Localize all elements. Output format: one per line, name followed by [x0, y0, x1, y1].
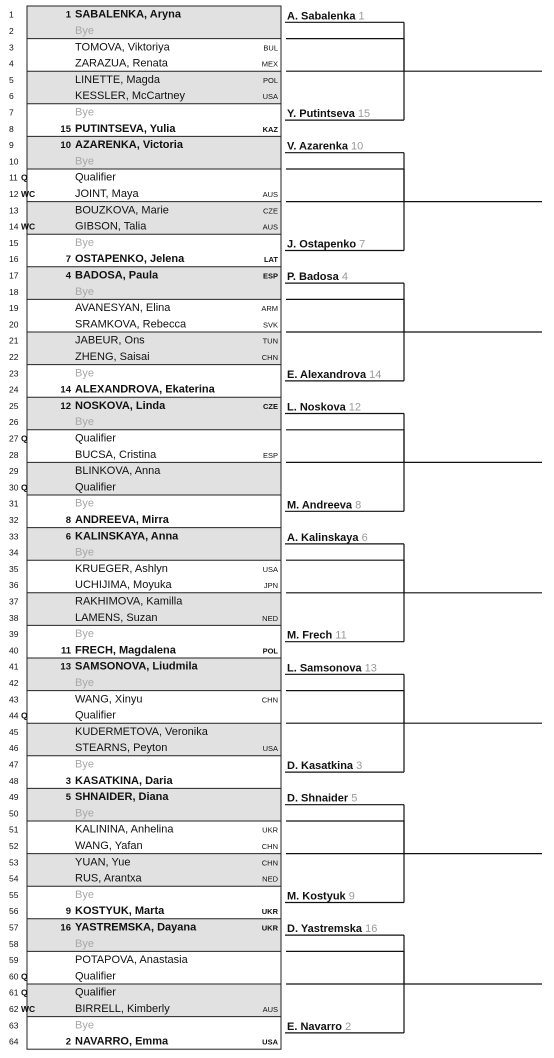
bye-slot: Bye — [75, 807, 94, 820]
player-row[interactable] — [9, 302, 278, 314]
player-name: JOINT, Maya — [75, 187, 139, 200]
player-row[interactable] — [9, 840, 278, 852]
match-bracket — [286, 691, 404, 724]
winner-seed: 10 — [351, 140, 364, 153]
winner-name: D. Yastremska 16 — [287, 923, 378, 936]
player-name: FRECH, Magdalena — [75, 644, 176, 657]
draw-position: 27 — [9, 433, 19, 444]
player-row[interactable] — [9, 710, 116, 722]
player-country: USA — [262, 1037, 278, 1047]
draw-position: 49 — [9, 792, 19, 803]
winner-seed: 8 — [355, 499, 362, 512]
player-name: BADOSA, Paula — [75, 269, 159, 282]
match-bracket — [286, 299, 404, 332]
draw-position: 13 — [9, 205, 19, 216]
draw-position: 56 — [9, 906, 19, 917]
winner-name: E. Alexandrova 14 — [287, 368, 382, 381]
draw-position: 32 — [9, 514, 19, 525]
player-seed: 3 — [65, 775, 71, 787]
player-name: LINETTE, Magda — [75, 73, 160, 86]
player-country: USA — [262, 92, 278, 102]
player-seed: 8 — [65, 514, 71, 526]
bye-slot: Bye — [75, 676, 94, 689]
player-country: KAZ — [262, 124, 278, 134]
player-country: AUS — [262, 189, 278, 199]
player-name: POTAPOVA, Anastasia — [75, 954, 188, 967]
match-bracket — [286, 821, 404, 854]
winner-name: L. Noskova 12 — [287, 401, 361, 414]
draw-position: 43 — [9, 694, 19, 705]
winner-seed: 3 — [356, 760, 363, 773]
draw-position: 48 — [9, 775, 19, 786]
winner-seed: 11 — [335, 629, 347, 642]
bye-slot: Bye — [75, 416, 94, 429]
shaded-block — [27, 854, 281, 887]
winner-seed: 16 — [365, 923, 378, 936]
player-seed: 1 — [65, 9, 71, 21]
match-bracket — [286, 951, 404, 984]
player-country: CZE — [263, 401, 278, 411]
draw-position: 41 — [9, 661, 19, 672]
entry-status: Q — [21, 482, 28, 493]
draw-position: 28 — [9, 449, 19, 460]
entry-status: WC — [21, 221, 36, 232]
player-seed: 15 — [60, 123, 71, 135]
entry-status: Q — [21, 433, 28, 444]
player-seed: 5 — [65, 792, 71, 804]
player-country: MEX — [261, 59, 278, 69]
second-round — [285, 10, 542, 1033]
bye-slot: Bye — [75, 888, 94, 901]
match-bracket — [286, 39, 404, 72]
player-country: UKR — [262, 825, 278, 835]
player-country: AUS — [262, 1004, 278, 1014]
player-row[interactable] — [9, 644, 278, 656]
player-country: CHN — [261, 841, 278, 851]
draw-position: 25 — [9, 400, 19, 411]
player-row[interactable] — [9, 889, 94, 901]
bye-slot: Bye — [75, 758, 94, 771]
player-name: BUCSA, Cristina — [75, 448, 157, 461]
draw-position: 1 — [9, 9, 14, 20]
player-name: BIRRELL, Kimberly — [75, 1002, 170, 1015]
player-row[interactable] — [9, 905, 279, 917]
player-country: POL — [262, 75, 278, 85]
player-name: KOSTYUK, Marta — [75, 905, 165, 918]
bye-slot: Bye — [75, 1019, 94, 1032]
player-name: KASATKINA, Daria — [75, 774, 173, 787]
player-row[interactable] — [9, 253, 278, 265]
player-name: Qualifier — [75, 709, 116, 722]
player-row[interactable] — [9, 1019, 94, 1031]
entry-status: WC — [21, 188, 36, 199]
player-name: NOSKOVA, Linda — [75, 399, 166, 412]
draw-position: 55 — [9, 889, 19, 900]
match-bracket — [286, 560, 404, 593]
player-row[interactable] — [9, 1036, 279, 1048]
draw-position: 35 — [9, 563, 19, 574]
winner-name: A. Sabalenka 1 — [287, 10, 365, 23]
draw-position: 39 — [9, 629, 19, 640]
player-seed: 11 — [60, 645, 71, 657]
winner-name: E. Navarro 2 — [287, 1020, 352, 1033]
player-row[interactable] — [9, 188, 278, 200]
player-country: ESP — [262, 271, 278, 281]
player-name: TOMOVA, Viktoriya — [75, 41, 170, 54]
player-country: BUL — [263, 43, 278, 53]
player-name: ZARAZUA, Renata — [75, 57, 168, 70]
player-name: WANG, Yafan — [75, 839, 143, 852]
player-country: JPN — [263, 581, 278, 591]
player-name: Qualifier — [75, 986, 116, 999]
player-seed: 13 — [60, 661, 71, 673]
draw-position: 31 — [9, 498, 19, 509]
winner-name: M. Frech 11 — [287, 629, 347, 642]
draw-position: 21 — [9, 335, 19, 346]
draw-position: 7 — [9, 107, 14, 118]
draw-position: 34 — [9, 547, 19, 558]
draw-position: 42 — [9, 677, 19, 688]
entry-status: Q — [21, 971, 28, 982]
bye-slot: Bye — [75, 236, 94, 249]
player-row[interactable] — [9, 954, 189, 966]
player-name: GIBSON, Talia — [75, 220, 147, 233]
player-name: ZHENG, Saisai — [75, 350, 150, 363]
draw-position: 20 — [9, 319, 19, 330]
player-name: SHNAIDER, Diana — [75, 791, 169, 804]
player-seed: 16 — [60, 922, 71, 934]
winner-name: J. Ostapenko 7 — [287, 238, 366, 251]
bye-slot: Bye — [75, 497, 94, 510]
player-row[interactable] — [9, 367, 94, 379]
player-row[interactable] — [9, 106, 94, 118]
player-country: NED — [262, 613, 278, 623]
draw-position: 51 — [9, 824, 19, 835]
entry-status: Q — [21, 172, 28, 183]
player-seed: 6 — [65, 531, 71, 543]
player-country: TUN — [262, 336, 278, 346]
player-country: UKR — [261, 923, 278, 933]
winner-name: M. Kostyuk 9 — [287, 890, 355, 903]
draw-position: 57 — [9, 922, 19, 933]
winner-name: M. Andreeva 8 — [287, 499, 362, 512]
player-row[interactable] — [9, 123, 278, 135]
shaded-block — [27, 332, 281, 365]
winner-seed: 9 — [348, 890, 355, 903]
player-name: ALEXANDROVA, Ekaterina — [75, 383, 215, 396]
draw-position: 29 — [9, 466, 19, 477]
player-name: KALININA, Anhelina — [75, 823, 174, 836]
player-country: NED — [262, 874, 278, 884]
player-row[interactable] — [9, 628, 94, 640]
player-country: POL — [262, 646, 278, 656]
player-name: WANG, Xinyu — [75, 693, 143, 706]
draw-position: 50 — [9, 808, 19, 819]
player-row[interactable] — [9, 41, 278, 53]
player-name: SABALENKA, Aryna — [75, 8, 181, 21]
player-row[interactable] — [9, 498, 94, 510]
player-row[interactable] — [9, 758, 94, 770]
player-name: Qualifier — [75, 481, 116, 494]
draw-position: 14 — [9, 221, 19, 232]
draw-position: 61 — [9, 987, 19, 998]
draw-position: 40 — [9, 645, 19, 656]
winner-seed: 6 — [361, 531, 368, 544]
winner-seed: 13 — [364, 662, 377, 675]
bye-slot: Bye — [75, 546, 94, 559]
player-seed: 14 — [60, 384, 71, 396]
player-name: AZARENKA, Victoria — [75, 139, 183, 152]
player-row[interactable] — [9, 449, 278, 461]
bye-slot: Bye — [75, 24, 94, 37]
draw-position: 45 — [9, 726, 19, 737]
match-bracket — [286, 169, 404, 202]
draw-position: 16 — [9, 254, 19, 265]
winner-seed: 15 — [357, 108, 371, 121]
player-row[interactable] — [9, 775, 173, 787]
player-name: NAVARRO, Emma — [75, 1035, 169, 1048]
bye-slot: Bye — [75, 628, 94, 641]
player-row[interactable] — [9, 384, 216, 396]
bye-slot: Bye — [75, 285, 94, 298]
draw-position: 44 — [9, 710, 19, 721]
player-country: CHN — [261, 695, 278, 705]
player-country: USA — [262, 564, 278, 574]
draw-position: 60 — [9, 971, 19, 982]
player-name: RUS, Arantxa — [75, 872, 142, 885]
player-name: YASTREMSKA, Dayana — [75, 921, 197, 934]
player-name: Qualifier — [75, 432, 116, 445]
winner-seed: 5 — [351, 792, 358, 805]
match-shading — [27, 6, 281, 1017]
draw-position: 4 — [9, 58, 14, 69]
player-row[interactable] — [9, 970, 116, 982]
player-name: LAMENS, Suzan — [75, 611, 158, 624]
draw-position: 58 — [9, 938, 19, 949]
draw-position: 37 — [9, 596, 19, 607]
player-seed: 9 — [65, 906, 71, 918]
player-country: LAT — [263, 255, 278, 265]
player-seed: 7 — [65, 254, 71, 266]
bye-slot: Bye — [75, 367, 94, 380]
player-name: JABEUR, Ons — [75, 334, 145, 347]
entry-status: Q — [21, 710, 28, 721]
player-name: Qualifier — [75, 171, 116, 184]
player-name: YUAN, Yue — [75, 856, 131, 869]
player-name: UCHIJIMA, Moyuka — [75, 579, 172, 592]
player-country: CHN — [261, 352, 278, 362]
player-name: OSTAPENKO, Jelena — [75, 253, 185, 266]
player-row[interactable] — [9, 579, 278, 591]
bye-slot: Bye — [75, 155, 94, 168]
player-row[interactable] — [9, 514, 170, 526]
winner-seed: 14 — [369, 368, 382, 381]
bye-slot: Bye — [75, 937, 94, 950]
draw-position: 54 — [9, 873, 19, 884]
draw-position: 15 — [9, 237, 19, 248]
player-seed: 2 — [65, 1036, 71, 1048]
draw-position: 19 — [9, 303, 19, 314]
draw-position: 63 — [9, 1020, 19, 1031]
player-country: UKR — [261, 907, 278, 917]
draw-position: 33 — [9, 531, 19, 542]
winner-seed: 12 — [348, 401, 361, 414]
player-name: STEARNS, Peyton — [75, 742, 168, 755]
player-name: KALINSKAYA, Anna — [75, 530, 179, 543]
player-name: BLINKOVA, Anna — [75, 465, 161, 478]
draw-position: 22 — [9, 351, 19, 362]
draw-position: 18 — [9, 286, 19, 297]
player-country: ESP — [262, 450, 278, 460]
player-row[interactable] — [9, 432, 116, 444]
winner-seed: 4 — [341, 271, 348, 284]
player-name: KESSLER, McCartney — [75, 90, 186, 103]
draw-position: 38 — [9, 612, 19, 623]
player-country: SVK — [262, 320, 278, 330]
entry-status: WC — [21, 1003, 36, 1014]
player-name: Qualifier — [75, 970, 116, 983]
draw-position: 36 — [9, 580, 19, 591]
player-country: ARM — [261, 304, 278, 314]
player-name: ANDREEVA, Mirra — [75, 513, 169, 526]
player-country: CZE — [263, 206, 278, 216]
player-row[interactable] — [9, 693, 278, 705]
player-row[interactable] — [9, 237, 94, 249]
player-name: KRUEGER, Ashlyn — [75, 562, 168, 575]
draw-position: 5 — [9, 74, 14, 85]
draw-position: 8 — [9, 123, 14, 134]
player-country: CHN — [261, 858, 278, 868]
winner-seed: 2 — [345, 1020, 352, 1033]
draw-position: 11 — [9, 172, 18, 183]
winner-name: Y. Putintseva 15 — [287, 108, 371, 121]
winner-name: P. Badosa 4 — [287, 271, 348, 284]
winner-seed: 7 — [359, 238, 366, 251]
draw-position: 9 — [9, 140, 14, 151]
draw-position: 26 — [9, 417, 19, 428]
entry-status: Q — [21, 987, 28, 998]
player-country: USA — [262, 744, 278, 754]
draw-position: 3 — [9, 42, 14, 53]
player-name: KUDERMETOVA, Veronika — [75, 725, 208, 738]
player-row[interactable] — [9, 172, 116, 184]
draw-position: 47 — [9, 759, 19, 770]
draw-position: 23 — [9, 368, 19, 379]
player-name: SRAMKOVA, Rebecca — [75, 318, 187, 331]
winner-name: D. Shnaider 5 — [287, 792, 358, 805]
player-seed: 10 — [60, 140, 71, 152]
winner-name: L. Samsonova 13 — [287, 662, 377, 675]
draw-position: 6 — [9, 91, 14, 102]
winner-name: D. Kasatkina 3 — [287, 760, 363, 773]
winner-name: V. Azarenka 10 — [287, 140, 364, 153]
draw-position: 17 — [9, 270, 19, 281]
draw-position: 46 — [9, 743, 19, 754]
player-seed: 12 — [60, 400, 71, 412]
winner-name: A. Kalinskaya 6 — [287, 531, 368, 544]
draw-position: 12 — [9, 188, 19, 199]
player-name: BOUZKOVA, Marie — [75, 204, 169, 217]
draw-position: 53 — [9, 857, 19, 868]
draw-position: 24 — [9, 384, 19, 395]
bye-slot: Bye — [75, 106, 94, 119]
draw-position: 10 — [9, 156, 19, 167]
player-name: SAMSONOVA, Liudmila — [75, 660, 198, 673]
draw-position: 30 — [9, 482, 19, 493]
player-name: RAKHIMOVA, Kamilla — [75, 595, 183, 608]
player-country: AUS — [262, 222, 278, 232]
winner-seed: 1 — [358, 10, 365, 23]
match-bracket — [286, 430, 404, 463]
player-name: AVANESYAN, Elina — [75, 302, 171, 315]
draw-position: 64 — [9, 1036, 19, 1047]
player-seed: 4 — [65, 270, 71, 282]
draw-position: 59 — [9, 955, 19, 966]
draw-position: 62 — [9, 1003, 19, 1014]
draw-position: 2 — [9, 25, 14, 36]
player-name: PUTINTSEVA, Yulia — [75, 122, 176, 135]
player-row[interactable] — [9, 824, 279, 836]
player-row[interactable] — [9, 318, 278, 330]
draw-position: 52 — [9, 840, 19, 851]
player-row[interactable] — [9, 563, 278, 575]
player-row[interactable] — [9, 58, 278, 70]
